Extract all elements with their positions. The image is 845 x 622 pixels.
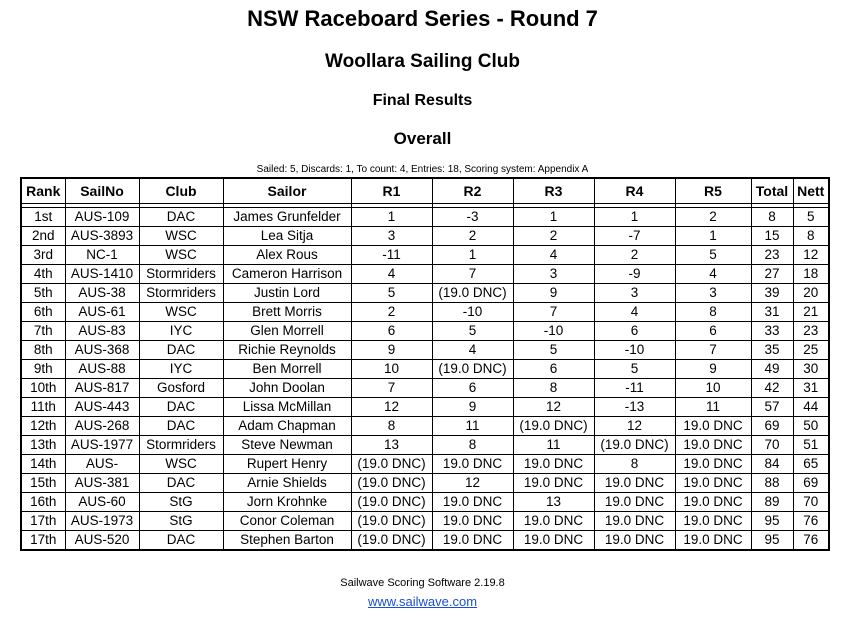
table-cell: Arnie Shields	[223, 474, 351, 493]
table-cell: 8	[351, 417, 432, 436]
table-cell: AUS-381	[65, 474, 139, 493]
table-cell: Ben Morrell	[223, 360, 351, 379]
table-cell: 19.0 DNC	[432, 455, 513, 474]
table-row	[21, 265, 829, 284]
table-cell: Justin Lord	[223, 284, 351, 303]
table-cell: AUS-38	[65, 284, 139, 303]
table-cell: 9	[432, 398, 513, 417]
table-cell: WSC	[139, 246, 223, 265]
table-cell: 57	[751, 398, 793, 417]
table-cell: 3	[594, 284, 675, 303]
section-heading: Overall	[393, 129, 452, 148]
table-cell: 42	[751, 379, 793, 398]
table-cell: Stormriders	[139, 265, 223, 284]
table-cell: 1	[513, 208, 594, 227]
table-cell: 3rd	[21, 246, 65, 265]
table-cell: 11	[432, 417, 513, 436]
table-cell: 6	[675, 322, 751, 341]
table-cell: 10th	[21, 379, 65, 398]
table-cell: AUS-109	[65, 208, 139, 227]
column-header: R3	[513, 178, 594, 204]
table-row	[21, 303, 829, 322]
table-cell: John Doolan	[223, 379, 351, 398]
series-summary: Sailed: 5, Discards: 1, To count: 4, Entries: 18, Scoring system: Appendix A	[256, 164, 589, 175]
table-cell: IYC	[139, 360, 223, 379]
table-cell: 6	[432, 379, 513, 398]
table-cell: 8	[793, 227, 829, 246]
sailwave-link[interactable]: www.sailwave.com	[367, 594, 478, 609]
table-cell: 1	[432, 246, 513, 265]
table-cell: (19.0 DNC)	[594, 436, 675, 455]
table-cell: 19.0 DNC	[675, 417, 751, 436]
table-cell: 7	[513, 303, 594, 322]
table-cell: 3	[351, 227, 432, 246]
table-row	[21, 436, 829, 455]
table-header-row	[21, 178, 829, 204]
table-cell: AUS-268	[65, 417, 139, 436]
table-cell: 19.0 DNC	[675, 436, 751, 455]
column-header: Sailor	[223, 178, 351, 204]
table-cell: -13	[594, 398, 675, 417]
table-cell: 15th	[21, 474, 65, 493]
table-cell: 27	[751, 265, 793, 284]
table-cell: Conor Coleman	[223, 512, 351, 531]
table-cell: DAC	[139, 341, 223, 360]
table-cell: 69	[793, 474, 829, 493]
table-cell: 76	[793, 531, 829, 551]
table-row	[21, 246, 829, 265]
table-cell: 19.0 DNC	[432, 531, 513, 551]
table-cell: 51	[793, 436, 829, 455]
results-subtitle: Final Results	[372, 92, 473, 109]
table-cell: Stormriders	[139, 284, 223, 303]
table-cell: WSC	[139, 455, 223, 474]
table-cell: AUS-3893	[65, 227, 139, 246]
table-cell: 25	[793, 341, 829, 360]
table-cell: 13th	[21, 436, 65, 455]
table-cell: 23	[793, 322, 829, 341]
table-cell: 13	[513, 493, 594, 512]
table-cell: 19.0 DNC	[675, 455, 751, 474]
results-table	[20, 177, 830, 551]
table-cell: 8	[675, 303, 751, 322]
column-header: R1	[351, 178, 432, 204]
table-cell: AUS-520	[65, 531, 139, 551]
table-cell: (19.0 DNC)	[351, 493, 432, 512]
table-cell: 13	[351, 436, 432, 455]
table-cell: 12	[351, 398, 432, 417]
table-cell: Brett Morris	[223, 303, 351, 322]
table-cell: 5	[793, 208, 829, 227]
table-cell: 19.0 DNC	[675, 512, 751, 531]
table-cell: 3	[675, 284, 751, 303]
column-header: Club	[139, 178, 223, 204]
table-cell: 23	[751, 246, 793, 265]
table-cell: 4	[432, 341, 513, 360]
table-cell: 10	[351, 360, 432, 379]
table-cell: 5	[675, 246, 751, 265]
table-cell: 7	[675, 341, 751, 360]
table-cell: Glen Morrell	[223, 322, 351, 341]
table-cell: 20	[793, 284, 829, 303]
table-cell: 89	[751, 493, 793, 512]
table-row	[21, 474, 829, 493]
column-header: R5	[675, 178, 751, 204]
table-cell: Gosford	[139, 379, 223, 398]
table-cell: 5	[351, 284, 432, 303]
table-cell: Lissa McMillan	[223, 398, 351, 417]
table-cell: 12	[594, 417, 675, 436]
table-cell: Jorn Krohnke	[223, 493, 351, 512]
table-cell: StG	[139, 493, 223, 512]
table-cell: 3	[513, 265, 594, 284]
table-cell: 95	[751, 531, 793, 551]
table-cell: 19.0 DNC	[513, 474, 594, 493]
table-cell: -3	[432, 208, 513, 227]
table-cell: 12	[513, 398, 594, 417]
table-cell: Stephen Barton	[223, 531, 351, 551]
table-cell: AUS-88	[65, 360, 139, 379]
table-cell: -7	[594, 227, 675, 246]
table-row	[21, 208, 829, 227]
table-cell: DAC	[139, 474, 223, 493]
table-cell: James Grunfelder	[223, 208, 351, 227]
table-cell: 5	[513, 341, 594, 360]
table-cell: AUS-1973	[65, 512, 139, 531]
table-row	[21, 341, 829, 360]
table-cell: 4	[594, 303, 675, 322]
table-cell: 19.0 DNC	[594, 531, 675, 551]
table-cell: 5	[432, 322, 513, 341]
table-cell: Cameron Harrison	[223, 265, 351, 284]
table-cell: IYC	[139, 322, 223, 341]
table-cell: WSC	[139, 303, 223, 322]
table-cell: 19.0 DNC	[513, 455, 594, 474]
table-cell: Lea Sitja	[223, 227, 351, 246]
table-row	[21, 493, 829, 512]
table-cell: 30	[793, 360, 829, 379]
table-cell: 69	[751, 417, 793, 436]
column-header: Total	[751, 178, 793, 204]
table-row	[21, 455, 829, 474]
table-cell: 6	[594, 322, 675, 341]
table-cell: 19.0 DNC	[513, 531, 594, 551]
table-cell: 19.0 DNC	[675, 493, 751, 512]
table-cell: 12	[793, 246, 829, 265]
table-cell: 6	[351, 322, 432, 341]
table-cell: AUS-368	[65, 341, 139, 360]
table-cell: 16th	[21, 493, 65, 512]
table-cell: 2	[594, 246, 675, 265]
software-credit: Sailwave Scoring Software 2.19.8	[340, 577, 505, 589]
table-row	[21, 512, 829, 531]
table-cell: 7th	[21, 322, 65, 341]
table-cell: 19.0 DNC	[594, 493, 675, 512]
table-cell: 1	[351, 208, 432, 227]
table-cell: AUS-443	[65, 398, 139, 417]
table-cell: (19.0 DNC)	[432, 360, 513, 379]
column-header: R4	[594, 178, 675, 204]
table-cell: 95	[751, 512, 793, 531]
column-header: SailNo	[65, 178, 139, 204]
table-cell: 50	[793, 417, 829, 436]
table-cell: 84	[751, 455, 793, 474]
table-cell: 7	[432, 265, 513, 284]
table-cell: Richie Reynolds	[223, 341, 351, 360]
table-cell: (19.0 DNC)	[513, 417, 594, 436]
table-cell: (19.0 DNC)	[351, 531, 432, 551]
table-cell: AUS-61	[65, 303, 139, 322]
table-row	[21, 360, 829, 379]
table-row	[21, 322, 829, 341]
table-cell: 49	[751, 360, 793, 379]
table-cell: (19.0 DNC)	[432, 284, 513, 303]
table-cell: -11	[351, 246, 432, 265]
table-cell: 9th	[21, 360, 65, 379]
table-cell: 8	[594, 455, 675, 474]
table-cell: -10	[432, 303, 513, 322]
table-row	[21, 417, 829, 436]
table-row	[21, 398, 829, 417]
table-cell: 88	[751, 474, 793, 493]
table-cell: 4	[351, 265, 432, 284]
table-cell: 8th	[21, 341, 65, 360]
table-cell: 2	[513, 227, 594, 246]
table-cell: 11th	[21, 398, 65, 417]
table-cell: 1	[675, 227, 751, 246]
table-cell: 12th	[21, 417, 65, 436]
table-cell: 4	[513, 246, 594, 265]
table-cell: 19.0 DNC	[675, 531, 751, 551]
table-cell: 2nd	[21, 227, 65, 246]
table-cell: -11	[594, 379, 675, 398]
table-cell: 65	[793, 455, 829, 474]
table-cell: 17th	[21, 512, 65, 531]
table-cell: DAC	[139, 417, 223, 436]
table-cell: 12	[432, 474, 513, 493]
table-cell: 21	[793, 303, 829, 322]
table-cell: (19.0 DNC)	[351, 474, 432, 493]
table-cell: 17th	[21, 531, 65, 551]
table-cell: 1st	[21, 208, 65, 227]
table-cell: 70	[793, 493, 829, 512]
page-title: NSW Raceboard Series - Round 7	[247, 6, 598, 31]
table-cell: 11	[675, 398, 751, 417]
table-cell: DAC	[139, 208, 223, 227]
table-cell: 11	[513, 436, 594, 455]
table-cell: 9	[513, 284, 594, 303]
table-cell: 19.0 DNC	[432, 512, 513, 531]
table-cell: 9	[675, 360, 751, 379]
table-cell: 76	[793, 512, 829, 531]
table-cell: 31	[793, 379, 829, 398]
table-cell: 19.0 DNC	[432, 493, 513, 512]
table-cell: AUS-1977	[65, 436, 139, 455]
table-row	[21, 379, 829, 398]
table-cell: 31	[751, 303, 793, 322]
table-body	[21, 204, 829, 551]
table-row	[21, 227, 829, 246]
table-cell: 6	[513, 360, 594, 379]
table-cell: (19.0 DNC)	[351, 512, 432, 531]
table-cell: 8	[513, 379, 594, 398]
table-cell: DAC	[139, 398, 223, 417]
table-cell: 19.0 DNC	[513, 512, 594, 531]
table-cell: 35	[751, 341, 793, 360]
table-cell: Stormriders	[139, 436, 223, 455]
column-header: Rank	[21, 178, 65, 204]
table-cell: 18	[793, 265, 829, 284]
table-cell: (19.0 DNC)	[351, 455, 432, 474]
table-cell: Steve Newman	[223, 436, 351, 455]
table-cell: 5	[594, 360, 675, 379]
table-cell: 8	[432, 436, 513, 455]
table-cell: Alex Rous	[223, 246, 351, 265]
table-cell: 19.0 DNC	[594, 512, 675, 531]
table-cell: 70	[751, 436, 793, 455]
table-cell: AUS-	[65, 455, 139, 474]
table-cell: 2	[351, 303, 432, 322]
table-cell: -10	[594, 341, 675, 360]
table-cell: 1	[594, 208, 675, 227]
table-cell: 2	[432, 227, 513, 246]
table-cell: AUS-60	[65, 493, 139, 512]
table-cell: 6th	[21, 303, 65, 322]
table-cell: Adam Chapman	[223, 417, 351, 436]
table-cell: 14th	[21, 455, 65, 474]
table-cell: 4	[675, 265, 751, 284]
table-cell: AUS-1410	[65, 265, 139, 284]
table-cell: Rupert Henry	[223, 455, 351, 474]
table-cell: -9	[594, 265, 675, 284]
table-cell: 5th	[21, 284, 65, 303]
column-header: Nett	[793, 178, 829, 204]
table-cell: 39	[751, 284, 793, 303]
table-cell: 7	[351, 379, 432, 398]
column-header: R2	[432, 178, 513, 204]
table-cell: 15	[751, 227, 793, 246]
table-cell: AUS-817	[65, 379, 139, 398]
table-cell: 19.0 DNC	[594, 474, 675, 493]
table-cell: AUS-83	[65, 322, 139, 341]
table-cell: DAC	[139, 531, 223, 551]
table-row	[21, 284, 829, 303]
table-cell: 9	[351, 341, 432, 360]
table-cell: 19.0 DNC	[675, 474, 751, 493]
table-cell: -10	[513, 322, 594, 341]
club-name: Woollara Sailing Club	[325, 51, 520, 72]
table-cell: WSC	[139, 227, 223, 246]
table-row	[21, 531, 829, 551]
table-cell: 4th	[21, 265, 65, 284]
table-cell: NC-1	[65, 246, 139, 265]
table-cell: 2	[675, 208, 751, 227]
table-cell: 10	[675, 379, 751, 398]
table-cell: 33	[751, 322, 793, 341]
table-cell: 8	[751, 208, 793, 227]
table-cell: 44	[793, 398, 829, 417]
table-cell: StG	[139, 512, 223, 531]
